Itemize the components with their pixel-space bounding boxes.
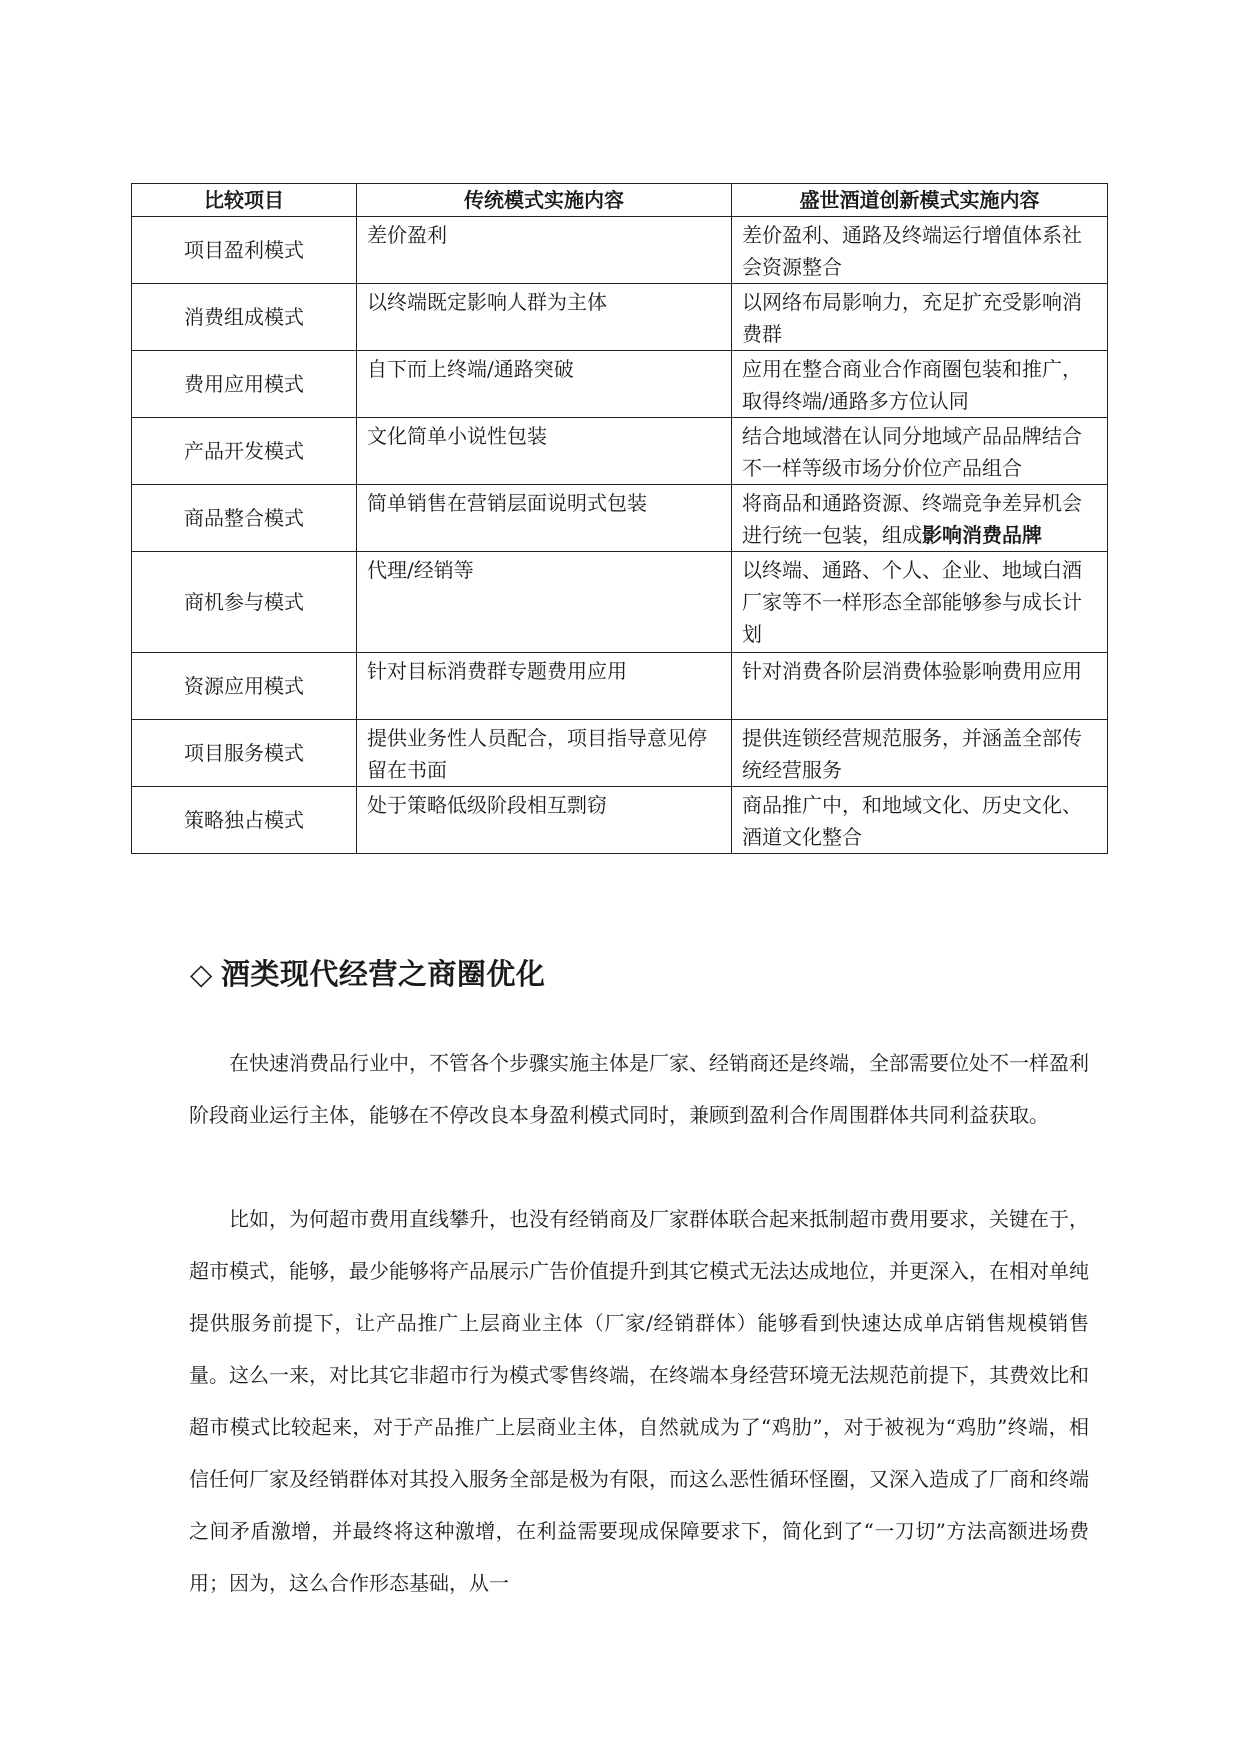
body-paragraph: 在快速消费品行业中，不管各个步骤实施主体是厂家、经销商还是终端，全部需要位处不一样盈利阶段商业运行主体，能够在不停改良本身盈利模式同时，兼顾到盈利合作周围群体共同利益获取。 xyxy=(189,1051,1089,1127)
table-row xyxy=(132,552,1108,653)
row-item: 商机参与模式 xyxy=(132,552,357,653)
header-item: 比较项目 xyxy=(132,184,357,217)
row-innovative: 以网络布局影响力，充足扩充受影响消费群 xyxy=(732,284,1108,351)
header-traditional: 传统模式实施内容 xyxy=(357,184,732,217)
table-header-row xyxy=(132,184,1108,217)
row-traditional: 提供业务性人员配合，项目指导意见停留在书面 xyxy=(357,720,732,787)
row-innovative: 提供连锁经营规范服务，并涵盖全部传统经营服务 xyxy=(732,720,1108,787)
section-heading xyxy=(190,952,545,993)
row-innovative-text: 将商品和通路资源、终端竞争差异机会进行统一包装，组成 xyxy=(742,491,1082,547)
row-traditional: 文化简单小说性包装 xyxy=(357,418,732,485)
row-traditional: 自下而上终端/通路突破 xyxy=(357,351,732,418)
row-item: 商品整合模式 xyxy=(132,485,357,552)
table-row xyxy=(132,284,1108,351)
header-innovative: 盛世酒道创新模式实施内容 xyxy=(732,184,1108,217)
table-row xyxy=(132,653,1108,720)
row-traditional: 差价盈利 xyxy=(357,217,732,284)
table-row xyxy=(132,217,1108,284)
row-item: 项目服务模式 xyxy=(132,720,357,787)
table-row xyxy=(132,720,1108,787)
row-item: 费用应用模式 xyxy=(132,351,357,418)
table-row xyxy=(132,418,1108,485)
row-innovative xyxy=(732,485,1108,552)
diamond-icon: ◇ xyxy=(190,957,213,991)
row-innovative: 差价盈利、通路及终端运行增值体系社会资源整合 xyxy=(732,217,1108,284)
row-innovative: 商品推广中，和地域文化、历史文化、酒道文化整合 xyxy=(732,787,1108,854)
comparison-table xyxy=(131,183,1108,854)
table-row xyxy=(132,485,1108,552)
table-row xyxy=(132,351,1108,418)
table-row xyxy=(132,787,1108,854)
row-traditional: 针对目标消费群专题费用应用 xyxy=(357,653,732,720)
row-innovative: 针对消费各阶层消费体验影响费用应用 xyxy=(732,653,1108,720)
row-traditional: 简单销售在营销层面说明式包装 xyxy=(357,485,732,552)
row-innovative: 应用在整合商业合作商圈包装和推广，取得终端/通路多方位认同 xyxy=(732,351,1108,418)
row-innovative: 以终端、通路、个人、企业、地域白酒厂家等不一样形态全部能够参与成长计划 xyxy=(732,552,1108,653)
section-heading-text: 酒类现代经营之商圈优化 xyxy=(220,957,546,991)
row-item: 项目盈利模式 xyxy=(132,217,357,284)
row-traditional: 代理/经销等 xyxy=(357,552,732,653)
row-traditional: 以终端既定影响人群为主体 xyxy=(357,284,732,351)
row-item: 消费组成模式 xyxy=(132,284,357,351)
row-item: 产品开发模式 xyxy=(132,418,357,485)
row-item: 策略独占模式 xyxy=(132,787,357,854)
row-innovative: 结合地域潜在认同分地域产品品牌结合不一样等级市场分价位产品组合 xyxy=(732,418,1108,485)
row-traditional: 处于策略低级阶段相互剽窃 xyxy=(357,787,732,854)
row-innovative-bold-text: 影响消费品牌 xyxy=(922,523,1042,547)
row-item: 资源应用模式 xyxy=(132,653,357,720)
body-paragraph: 比如，为何超市费用直线攀升，也没有经销商及厂家群体联合起来抵制超市费用要求，关键在于，超市模式，能够，最少能够将产品展示广告价值提升到其它模式无法达成地位，并更深入，在相对单纯提供服务前提下，让产品推广上层商业主体（厂家/经销群体）能够看到快速达成单店销售规模销售量。这么一来，对比其它非超市行为模式零售终端，在终端本身经营环境无法规范前提下，其费效比和超市模式比较起来，对于产品推广上层商业主体，自然就成为了“鸡肋”，对于被视为“鸡肋”终端，相信任何厂家及经销群体对其投入服务全部是极为有限，而这么恶性循环怪圈，又深入造成了厂商和终端之间矛盾激增，并最终将这种激增，在利益需要现成保障要求下，简化到了“一刀切”方法高额进场费用；因为，这么合作形态基础，从一 xyxy=(189,1207,1089,1595)
